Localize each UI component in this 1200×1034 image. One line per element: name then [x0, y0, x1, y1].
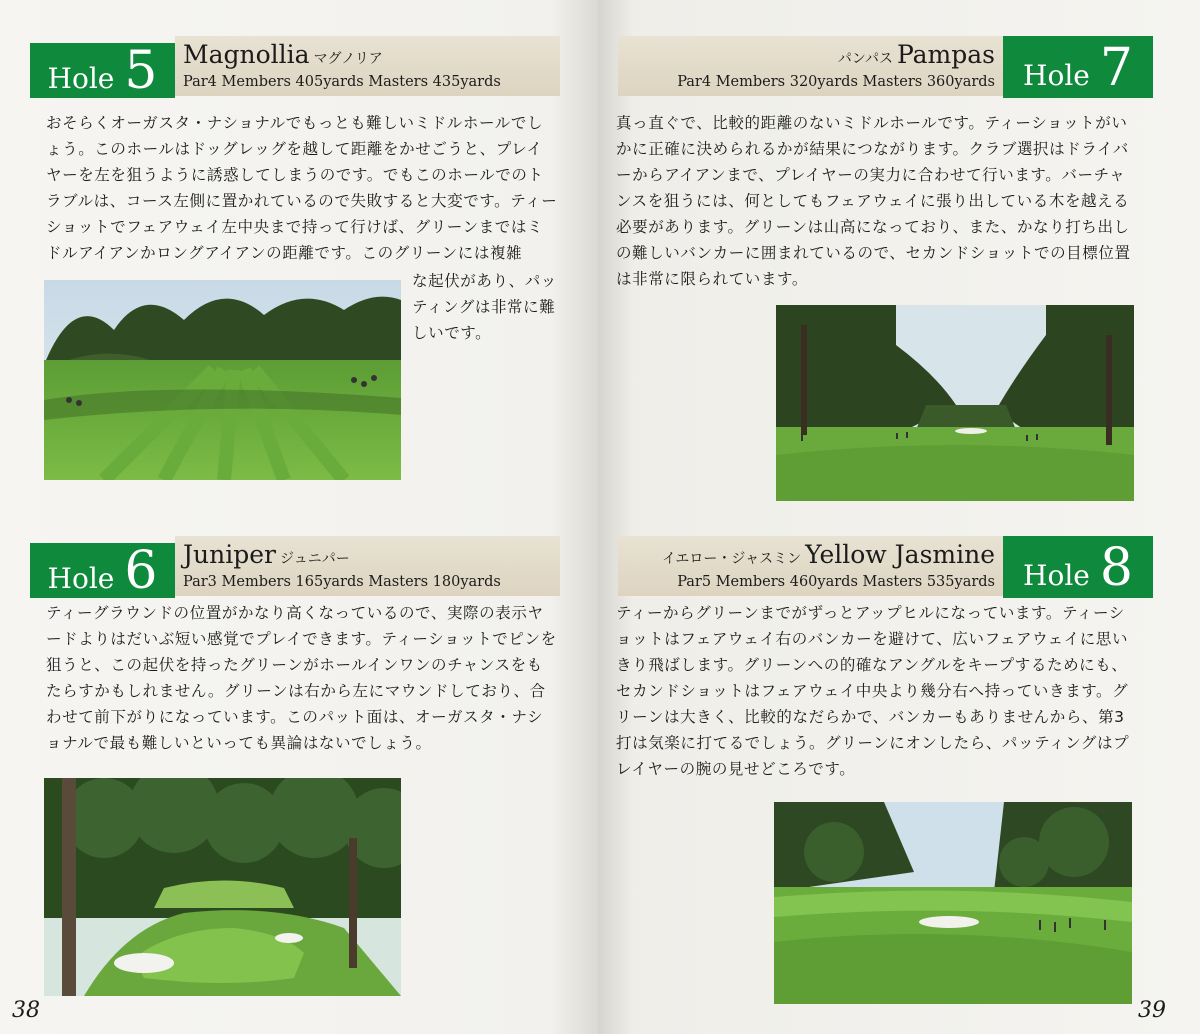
hole-5-name-en: Magnollia	[183, 40, 310, 69]
hole-7-photo	[776, 305, 1134, 501]
hole-8-name-kana: イエロー・ジャスミン	[661, 551, 802, 567]
hole-8-description: ティーからグリーンまでがずっとアップヒルになっています。ティーショットはフェアウェイ右のバンカーを避けて、広いフェアウェイに思いきり飛ばします。グリーンへの的確なアングルをキープするためにも、セカンドショットはフェアウェイ中央より幾分右へ持っていきます。グリーンは大きく、比較的なだらかで、バンカーもありませんから、第3打は気楽に打てるでしょう。グリーンにオンしたら、パッティングはプレイヤーの腕の見せどころです。	[616, 604, 1130, 778]
hole-5-description-side: な起伏があり、パッティングは非常に難しいです。	[412, 272, 557, 342]
hole-5-description: おそらくオーガスタ・ナショナルでもっとも難しいミドルホールでしょう。このホールはドッグレッグを越して距離をかせごうと、プレイヤーを左を狙うように誘惑してしまうのです。でもこのホールでのトラブルは、コース左側に置かれているので失敗すると大変です。ティーショットでフェアウェイ左中央まで持って行けば、グリーンまではミドルアイアンかロングアイアンの距離です。このグリーンには複雑	[46, 114, 558, 262]
page-number-right: 39	[1138, 998, 1166, 1023]
hole-8-badge	[1003, 536, 1153, 598]
hole-7-name-kana: パンパス	[837, 51, 893, 67]
hole-5-label: Hole	[47, 62, 115, 95]
hole-8-label: Hole	[1023, 559, 1090, 592]
hole-6-number: 6	[124, 541, 158, 601]
hole-6-title-band	[175, 536, 560, 596]
hole-6-header	[0, 536, 560, 601]
hole-5-name-kana: マグノリア	[313, 51, 383, 67]
hole-7-badge	[1003, 36, 1153, 98]
hole-5-section	[0, 0, 598, 510]
hole-8-section	[598, 510, 1200, 1010]
hole-7-label: Hole	[1023, 59, 1090, 92]
hole-5-photo	[44, 280, 401, 480]
hole-7-title-band	[618, 36, 1003, 96]
hole-8-title-band	[618, 536, 1003, 596]
hole-7-number: 7	[1099, 38, 1133, 98]
hole-8-name-en: Yellow Jasmine	[805, 540, 995, 569]
hole-5-number: 5	[124, 41, 158, 101]
right-page	[598, 0, 1200, 1034]
hole-8-photo	[774, 802, 1132, 1004]
hole-7-header	[618, 36, 1180, 98]
page-number-left: 38	[12, 998, 40, 1023]
left-page	[0, 0, 598, 1034]
hole-6-name-en: Juniper	[183, 540, 276, 569]
hole-5-info: Par4 Members 405yards Masters 435yards	[183, 74, 501, 90]
hole-7-description: 真っ直ぐで、比較的距離のないミドルホールです。ティーショットがいかに正確に決められるかが結果につながります。クラブ選択はドライバーからアイアンまで、プレイヤーの実力に合わせて行います。バーチャンスを狙うには、何としてもフェアウェイに張り出している木を越える必要があります。グリーンは山高になっており、また、かなり打ち出しの難しいバンカーに囲まれているので、セカンドショットでの目標位置は非常に限られています。	[616, 114, 1131, 288]
hole-7-section	[598, 0, 1200, 510]
hole-6-section	[0, 510, 598, 1010]
hole-7-info: Par4 Members 320yards Masters 360yards	[677, 74, 995, 90]
hole-8-header	[618, 536, 1180, 598]
hole-5-title-band	[175, 36, 560, 96]
hole-6-label: Hole	[47, 562, 115, 595]
hole-5-badge	[30, 41, 175, 101]
hole-8-info: Par5 Members 460yards Masters 535yards	[677, 574, 995, 590]
hole-6-info: Par3 Members 165yards Masters 180yards	[183, 574, 501, 590]
hole-8-number: 8	[1099, 538, 1133, 598]
hole-7-name-en: Pampas	[896, 40, 995, 69]
hole-6-badge	[30, 541, 175, 601]
hole-6-photo	[44, 778, 401, 996]
hole-6-description: ティーグラウンドの位置がかなり高くなっているので、実際の表示ヤードよりはだいぶ短い感覚でプレイできます。ティーショットでピンを狙うと、この起伏を持ったグリーンがホールインワンのチャンスをもたらすかもしれません。グリーンは右から左にマウンドしており、合わせて前下がりになっています。このパット面は、オーガスタ・ナショナルで最も難しいといっても異論はないでしょう。	[46, 604, 557, 752]
hole-5-header	[0, 36, 560, 101]
hole-6-name-kana: ジュニパー	[279, 551, 350, 567]
